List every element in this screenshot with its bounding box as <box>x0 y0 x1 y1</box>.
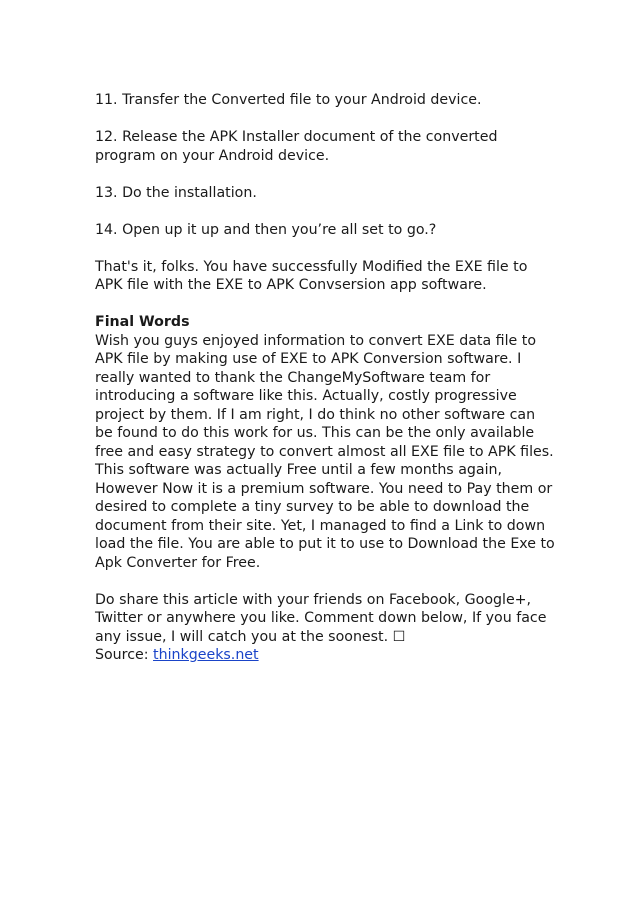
step-12: 12. Release the APK Installer document of the converted program on your Android device. <box>95 129 498 164</box>
share-paragraph <box>95 591 555 665</box>
step-14: 14. Open up it up and then you’re all set to go.? <box>95 221 437 238</box>
share-text: Do share this article with your friends on Facebook, Google+, Twitter or anywhere you like. Comment down below, If you face any issue, I will catch you at the soonest. <box>95 591 547 645</box>
checkbox-glyph-icon: ☐ <box>392 628 406 645</box>
final-words-body: Wish you guys enjoyed information to convert EXE data file to APK file by making use of EXE to APK Conversion software. I really wanted to thank the ChangeMySoftware team for introducing a software like this. Actually, costly progressive project by them. If I am right, I do think no other software can be found to do this work for us. This can be the only available free and easy strategy to convert almost all EXE file to APK files. This software was actually Free until a few months again, However Now it is a premium software. You need to Pay them or desired to complete a tiny survey to be able to download the document from their site. Yet, I managed to find a Link to down load the file. You are able to put it to use to Download the Exe to Apk Converter for Free. <box>95 332 555 571</box>
final-words-heading: Final Words <box>95 314 190 330</box>
conclusion-paragraph: That's it, folks. You have successfully Modified the EXE file to APK file with the EXE to APK Convsersion app software. <box>95 258 528 293</box>
step-13: 13. Do the installation. <box>95 184 257 201</box>
source-link[interactable]: thinkgeeks.net <box>153 647 259 663</box>
step-11: 11. Transfer the Converted file to your Android device. <box>95 92 482 108</box>
source-label: Source: <box>95 647 149 663</box>
document-page <box>95 91 555 665</box>
